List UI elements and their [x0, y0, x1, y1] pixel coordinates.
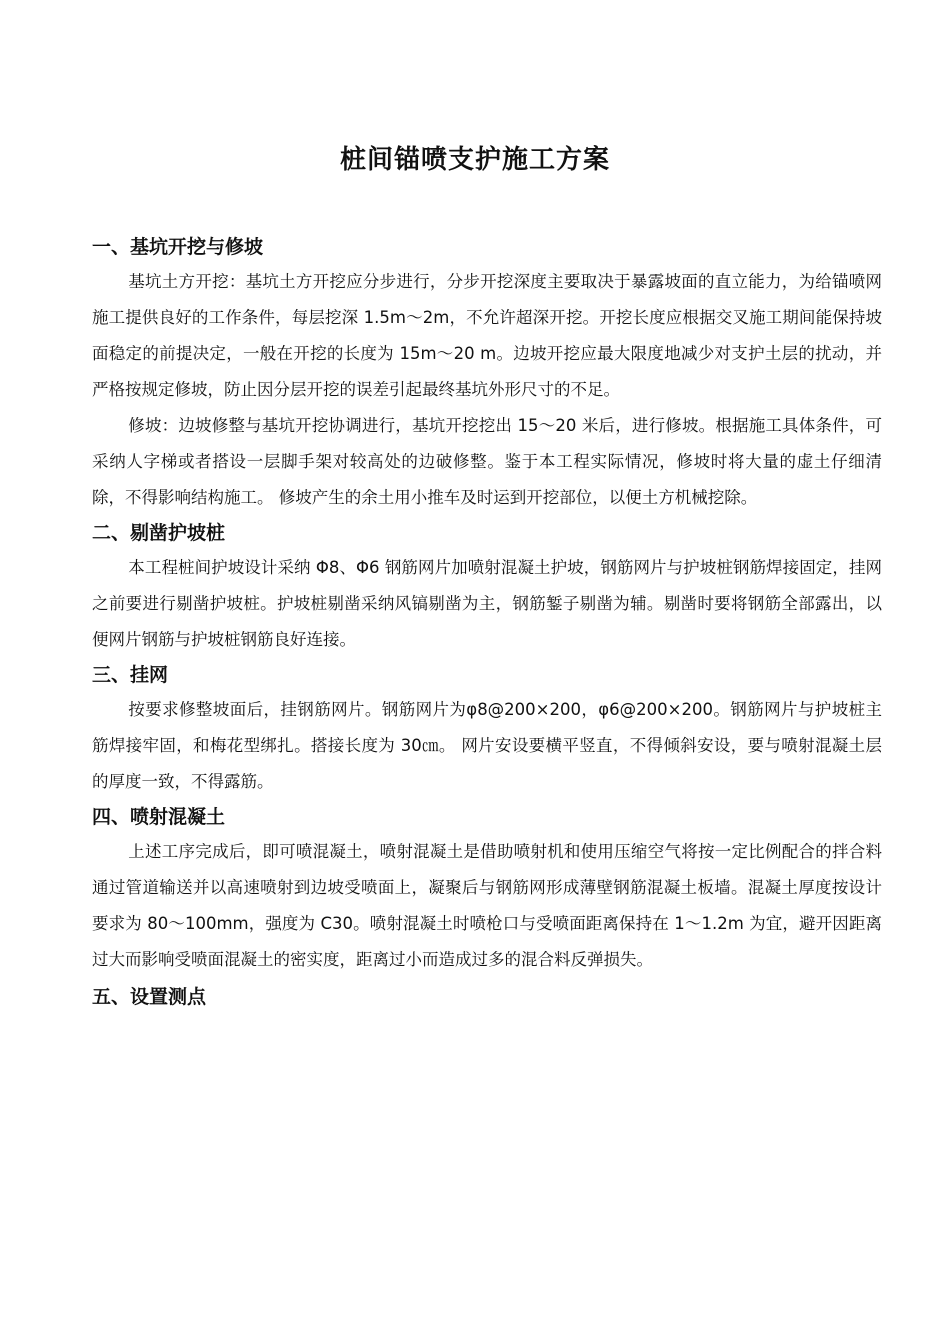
- section-heading: 四、喷射混凝土: [92, 806, 226, 828]
- section-shotcrete: [92, 800, 882, 978]
- paragraph: 修坡：边坡修整与基坑开挖协调进行，基坑开挖挖出 15～20 米后，进行修坡。根据施工具体条件，可采纳人字梯或者搭设一层脚手架对较高处的边破修整。鉴于本工程实际情况，修坡时将大量的虚土仔细清除，不得影响结构施工。 修坡产生的余土用小推车及时运到开挖部位，以便土方机械挖除。: [92, 416, 882, 507]
- section-heading: 三、挂网: [92, 664, 169, 686]
- section-heading: 二、剔凿护坡桩: [92, 522, 226, 544]
- section-measuring-points: [92, 980, 882, 1014]
- section-heading: 一、基坑开挖与修坡: [92, 236, 264, 258]
- section-heading: 五、设置测点: [92, 986, 207, 1008]
- paragraph: 按要求修整坡面后，挂钢筋网片。钢筋网片为φ8@200×200，φ6@200×200。钢筋网片与护坡桩主筋焊接牢固，和梅花型绑扎。搭接长度为 30㎝。 网片安设要横平竖直，不得倾斜安设，要与喷射混凝土层的厚度一致，不得露筋。: [92, 700, 882, 791]
- section-mesh-hanging: [92, 658, 882, 800]
- paragraph: 基坑土方开挖：基坑土方开挖应分步进行，分步开挖深度主要取决于暴露坡面的直立能力，为给锚喷网施工提供良好的工作条件，每层挖深 1.5m～2m，不允许超深开挖。开挖长度应根据交叉施工期间能保持坡面稳定的前提决定，一般在开挖的长度为 15m～20 m。边坡开挖应最大限度地减少对支护土层的扰动，并严格按规定修坡，防止因分层开挖的误差引起最终基坑外形尺寸的不足。: [92, 272, 882, 399]
- section-pile-chiseling: [92, 516, 882, 658]
- section-excavation: [92, 230, 882, 516]
- paragraph: 本工程桩间护坡设计采纳 Φ8、Φ6 钢筋网片加喷射混凝土护坡，钢筋网片与护坡桩钢筋焊接固定，挂网之前要进行剔凿护坡桩。护坡桩剔凿采纳风镐剔凿为主，钢筋錾子剔凿为辅。剔凿时要将钢筋全部露出，以便网片钢筋与护坡桩钢筋良好连接。: [92, 558, 882, 649]
- page-title: 桩间锚喷支护施工方案: [339, 145, 610, 175]
- paragraph: 上述工序完成后，即可喷混凝土，喷射混凝土是借助喷射机和使用压缩空气将按一定比例配合的拌合料通过管道输送并以高速喷射到边坡受喷面上，凝聚后与钢筋网形成薄壁钢筋混凝土板墙。混凝土厚度按设计要求为 80～100mm，强度为 C30。喷射混凝土时喷枪口与受喷面距离保持在 1～1.2m 为宜，避开因距离过大而影响受喷面混凝土的密实度，距离过小而造成过多的混合料反弹损失。: [92, 842, 882, 969]
- document-body: [92, 230, 882, 1014]
